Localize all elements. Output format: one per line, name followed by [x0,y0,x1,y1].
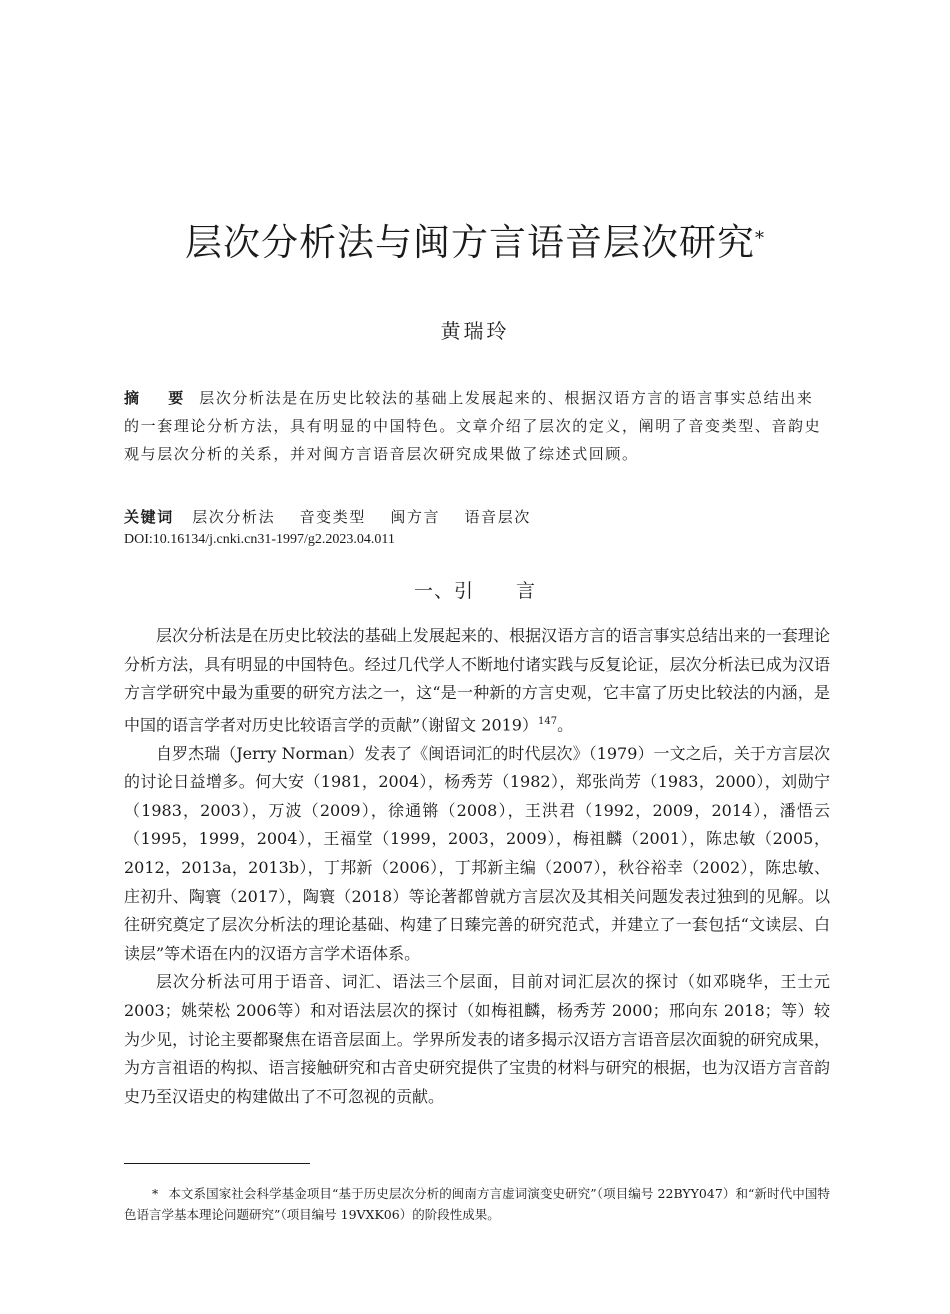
keyword: 语音层次 [464,508,531,526]
section-number: 一、引 [413,580,474,602]
footnote-text: 本文系国家社会科学基金项目“基于历史层次分析的闽南方言虚词演变史研究”（项目编号 22BYY047）和“新时代中国特色语言学基本理论问题研究”（项目编号 19VXK06）的阶段性成果。 [124,1186,830,1222]
footnote-divider [124,1163,310,1164]
abstract-label: 摘 要 [124,389,196,407]
section-heading [0,576,950,603]
paragraph-text: 层次分析法可用于语音、词汇、语法三个层面，目前对词汇层次的探讨（如邓晓华，王士元 2003；姚荣松 2006等）和对语法层次的探讨（如梅祖麟，杨秀芳 2000；邢向东 2018；等）较为少见，讨论主要都聚焦在语音层面上。学界所发表的诸多揭示汉语方言语音层次面貌的研究成果，为方言祖语的构拟、语言接触研究和古音史研究提供了宝贵的材料与研究的根据，也为汉语方言音韵史乃至汉语史的构建做出了不可忽视的贡献。 [124,972,830,1106]
keyword: 音变类型 [299,508,366,526]
citation-page: 147 [538,715,558,727]
footnote [124,1183,830,1225]
keywords [124,503,830,531]
footnote-marker: * [152,1186,159,1201]
keyword: 层次分析法 [192,508,276,526]
doi[interactable]: DOI:10.16134/j.cnki.cn31-1997/g2.2023.04.011 [124,532,395,547]
abstract [124,384,830,468]
article-title-text: 层次分析法与闽方言语音层次研究 [185,221,755,264]
paragraph-tail: 。 [557,715,574,735]
section-title-end: 言 [516,580,537,602]
article-title [0,220,950,266]
body-text [124,622,830,1111]
abstract-text: 层次分析法是在历史比较法的基础上发展起来的、根据汉语方言的语言事实总结出来的一套理论分析方法，具有明显的中国特色。文章介绍了层次的定义，阐明了音变类型、音韵史观与层次分析的关系，并对闽方言语音层次研究成果做了综述式回顾。 [124,389,822,463]
paragraph-text: 层次分析法是在历史比较法的基础上发展起来的、根据汉语方言的语言事实总结出来的一套理论分析方法，具有明显的中国特色。经过几代学人不断地付诸实践与反复论证，层次分析法已成为汉语方言学研究中最为重要的研究方法之一，这“是一种新的方言史观，它丰富了历史比较法的内涵，是中国的语言学者对历史比较语言学的贡献”（谢留文 2019） [124,626,830,735]
author-name: 黄瑞玲 [440,319,510,343]
title-footnote-marker[interactable]: * [755,228,765,249]
paragraph [124,622,830,740]
keywords-label: 关键词 [124,508,174,526]
paragraph-text: 自罗杰瑞（Jerry Norman）发表了《闽语词汇的时代层次》（1979）一文之后，关于方言层次的讨论日益增多。何大安（1981，2004），杨秀芳（1982），郑张尚芳（1983，2000），刘勋宁（1983，2003），万波（2009），徐通锵（2008），王洪君（1992，2009，2014），潘悟云（1995，1999，2004），王福堂（1999，2003，2009），梅祖麟（2001），陈忠敏（2005，2012，2013a，2013b），丁邦新（2006），丁邦新主编（2007），秋谷裕幸（2002），陈忠敏、庄初升、陶寰（2017），陶寰（2018）等论著都曾就方言层次及其相关问题发表过独到的见解。以往研究奠定了层次分析法的理论基础、构建了日臻完善的研究范式，并建立了一套包括“文读层、白读层”等术语在内的汉语方言学术语体系。 [124,743,830,963]
paragraph [124,740,830,969]
keyword: 闽方言 [390,508,441,526]
paragraph [124,968,830,1111]
